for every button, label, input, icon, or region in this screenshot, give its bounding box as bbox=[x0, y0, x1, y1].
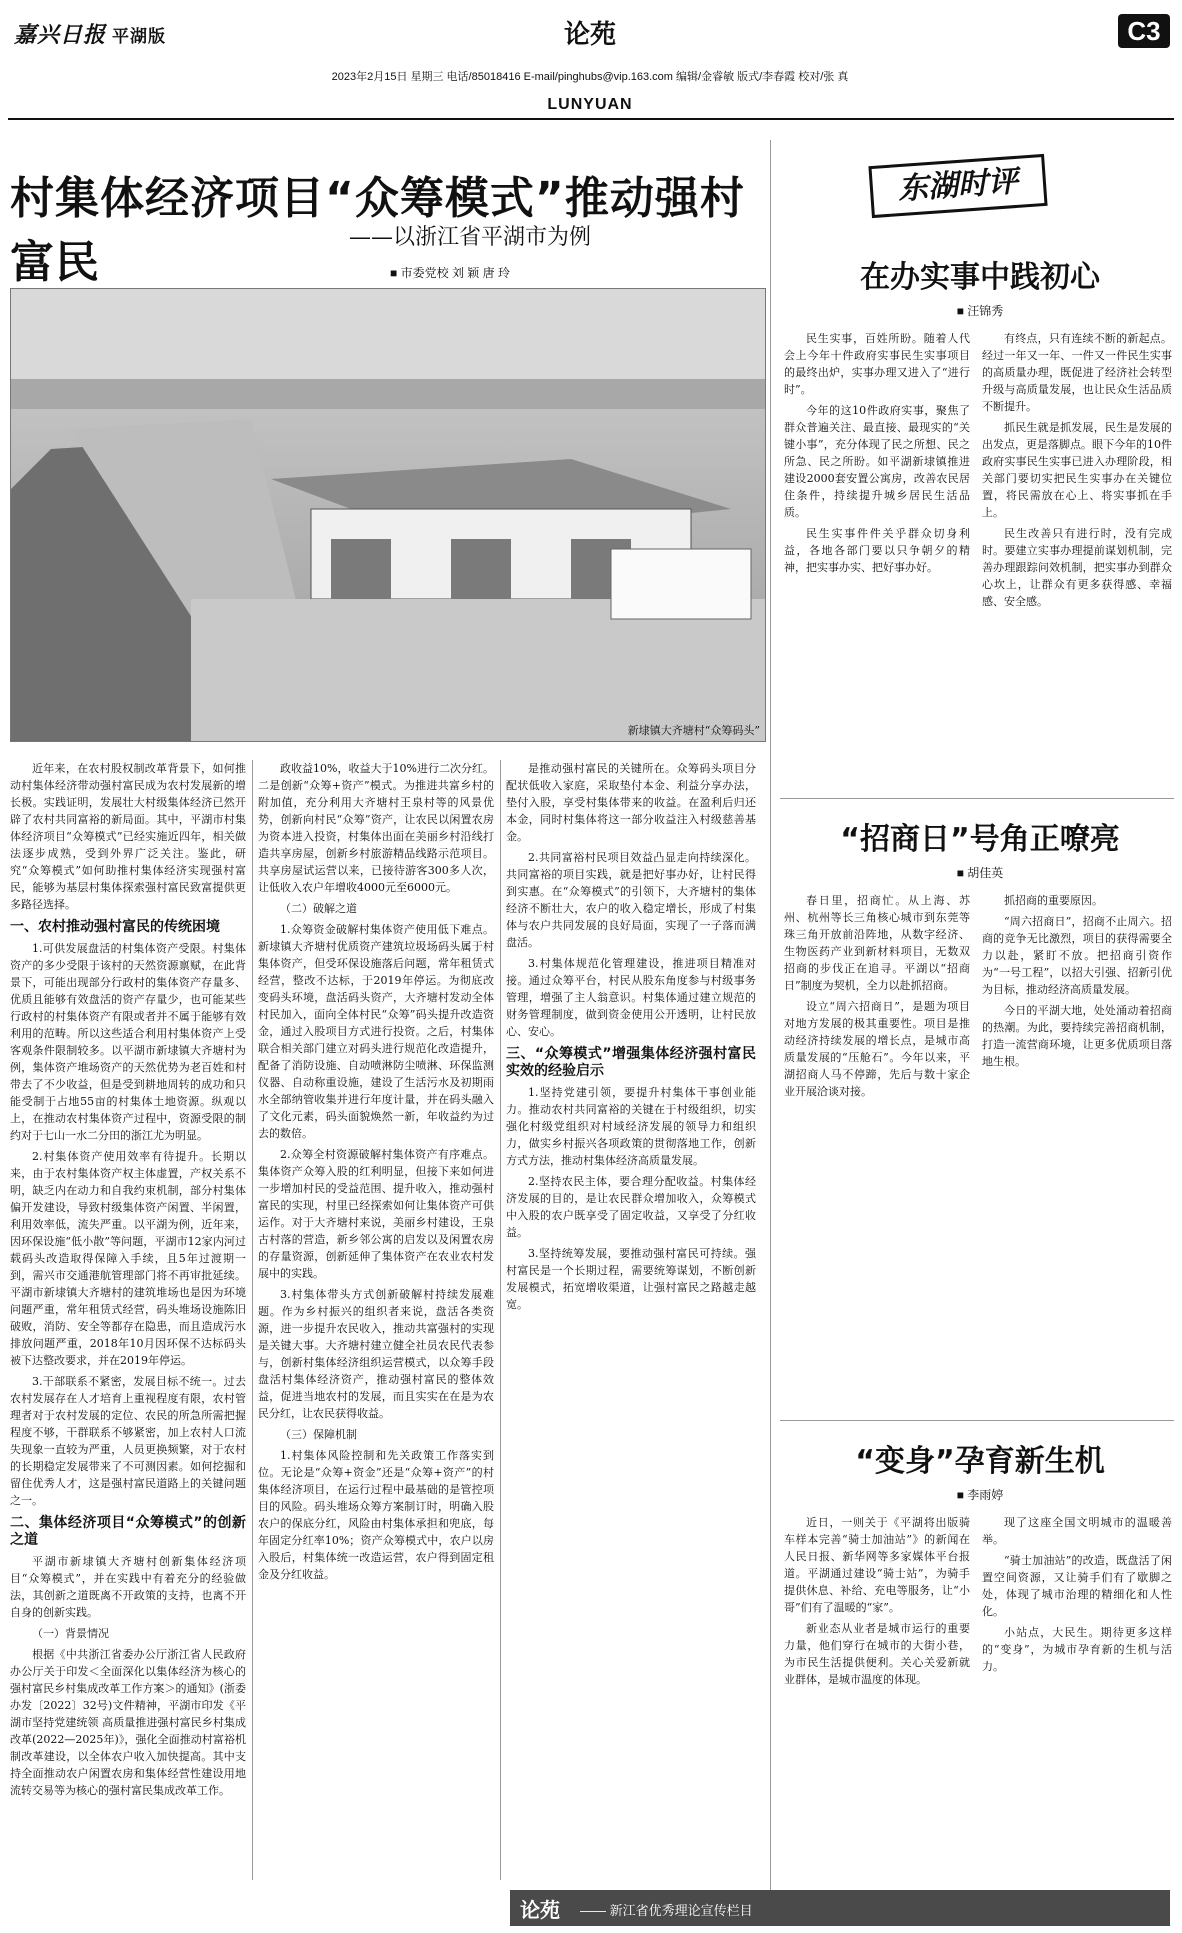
paragraph: “周六招商日”，招商不止周六。招商的竞争无比激烈，项目的获得需要全力以赴，紧盯不放。把招商引资作为“一号工程”，以招大引强、招新引优为目标，推动经济高质量发展。 bbox=[982, 915, 1172, 996]
commentary-1-column-left bbox=[784, 330, 970, 790]
paragraph: 政收益10%，收益大于10%进行二次分红。二是创新“众筹+资产”模式。为推进共富乡村的附加值，充分利用大齐塘村王泉村等的风景优势，创新向村民“众筹”资产，让农民以闲置农房为资本进入投资，村集体出面在美丽乡村沿线打造共享房屋，创新乡村旅游精品线路示范项目。共享房屋试运营以来，已接待游客300多人次，让低收入农户年增收4000元至6000元。 bbox=[258, 762, 494, 894]
page-number: C3 bbox=[1118, 14, 1170, 48]
paragraph: 民生改善只有进行时，没有完成时。要建立实事办理提前谋划机制，完善办理跟踪问效机制，把实事办到群众心坎上，让群众有更多获得感、幸福感、安全感。 bbox=[982, 527, 1172, 608]
footer-banner bbox=[510, 1890, 1170, 1926]
paragraph: 抓招商的重要原因。 bbox=[1004, 894, 1103, 907]
commentary-2-column-right bbox=[982, 892, 1172, 1412]
paragraph: 设立“周六招商日”，是题为项目对地方发展的极其重要性。项目是推动经济持续发展的增长点，是城市高质量发展的“压舱石”。今年以来，平湖招商人马不停蹄，先后与数十家企业开展洽谈对接。 bbox=[784, 1000, 970, 1098]
paragraph: 2.众筹全村资源破解村集体资产有序难点。集体资产众筹入股的红利明显，但接下来如何进一步增加村民的受益范围、提升收入，推动强村富民的实现，村里已经探索如何让集体资产可供运作。对于大齐塘村来说，美丽乡村建设，王泉古村落的营造，新乡邻公寓的启发以及闲置农房的存量资源，创新延伸了集体资产在农业农村发展中的实践。 bbox=[258, 1148, 494, 1280]
footer-brand-text: —— 新江省优秀理论宣传栏目 bbox=[580, 1903, 753, 1918]
paragraph: 今年的这10件政府实事，聚焦了群众普遍关注、最直接、最现实的“关键小事”，充分体现了民之所想、民之所急、民之所盼。如平湖新埭镇推进建设2000套安置公寓房，改善农民居住条件，持续提升城乡居民生活品质。 bbox=[784, 404, 970, 519]
footer-brand-name: 论苑 bbox=[520, 1900, 560, 1922]
lead-article-column-2 bbox=[258, 760, 494, 1880]
paragraph: 3.坚持统筹发展，要推动强村富民可持续。强村富民是一个长期过程，需要统筹谋划，不断创新发展模式，拓宽增收渠道，让强村富民之路越走越宽。 bbox=[506, 1247, 756, 1311]
wharf-photo-illustration bbox=[11, 289, 765, 741]
paragraph: 根据《中共浙江省委办公厅浙江省人民政府办公厅关于印发＜全面深化以集体经济为核心的强村富民乡村集成改革工作方案＞的通知》(浙委办发〔2022〕32号)文件精神，平湖市印发《平湖市坚持党建统领 高质量推进强村富民乡村集成改革(2022—2025年)》，强化全面推动村富裕机制改革建设，以全体农户收入加快提高。其中支持全面推动农户闲置农房和集体经营性建设用地流转交易等为核心的强村富民集成改革工作。 bbox=[10, 1648, 246, 1797]
commentary-3-column-right bbox=[982, 1514, 1172, 1884]
section-pinyin: LUNYUAN bbox=[547, 96, 633, 113]
paragraph: 新业态从业者是城市运行的重要力量，他们穿行在城市的大街小巷，为市民生活提供便利。关心关爱新就业群体，是城市温度的体现。 bbox=[784, 1622, 970, 1686]
paragraph: 近日，一则关于《平湖将出版骑车样本完善“骑士加油站”》的新闻在人民日报、新华网等多家媒体平台报道。平湖通过建设“骑士站”，为骑手提供休息、补给、充电等服务，让“小哥”们有了温暖的“家”。 bbox=[784, 1516, 970, 1614]
paragraph: 是推动强村富民的关键所在。众筹码头项目分配状低收入家庭，采取垫付本金、利益分享办法，垫付入股，享受村集体带来的收益。在盈利后归还本金，同时村集体将这一部分收益注入村级慈善基金。 bbox=[506, 762, 756, 843]
lead-article-subtitle: ——以浙江省平湖市为例 bbox=[348, 225, 591, 250]
paragraph: 现了这座全国文明城市的温暖善举。 bbox=[982, 1516, 1172, 1546]
paragraph: 1.坚持党建引领，要提升村集体干事创业能力。推动农村共同富裕的关键在于村级组织，切实强化村级党组织对村域经济发展的领导力和组织力，做实乡村振兴各项政策的贯彻落地工作，创新方式方法，推动村集体经济高质量发展。 bbox=[506, 1086, 756, 1167]
paragraph: 抓民生就是抓发展，民生是发展的出发点，更是落脚点。眼下今年的10件政府实事民生实事已进入办理阶段，相关部门要切实把民生实事办在关键位置，将民需放在心上、将实事抓在手上。 bbox=[982, 421, 1172, 519]
paragraph: 小站点，大民生。期待更多这样的“变身”，为城市孕育新的生机与活力。 bbox=[982, 1626, 1172, 1673]
commentary-2-column-left bbox=[784, 892, 970, 1412]
paragraph: 近年来，在农村股权制改革背景下，如何推动村集体经济带动强村富民成为农村发展新的增长极。实践证明，发展壮大村级集体经济已然开辟了农村共同富裕的新局面。其中，平湖市村集体经济项目“众筹模式”已经实施近四年，相关做法逐步成熟，受到外界广泛关注。鉴此，研究“众筹模式”如何助推村集体经济实现强村富民，能够为基层村集体探索强村富民致富提供更多路径选择。 bbox=[10, 762, 246, 911]
section-heading: 一、农村推动强村富民的传统困境 bbox=[10, 919, 220, 935]
paragraph: 有终点，只有连续不断的新起点。经过一年又一年、一件又一件民生实事的高质量办理，既促进了经济社会转型升级与高质量发展，也让民众生活品质不断提升。 bbox=[982, 332, 1172, 413]
paragraph: （二）破解之道 bbox=[280, 902, 357, 915]
photo-caption: 新埭镇大齐塘村“众筹码头” bbox=[627, 724, 760, 737]
commentary-2-author: ■ 胡佳英 bbox=[956, 866, 1004, 880]
section-heading: 二、集体经济项目“众筹模式”的创新之道 bbox=[10, 1515, 246, 1548]
commentary-divider bbox=[780, 1420, 1174, 1421]
wharf-photo bbox=[10, 288, 766, 742]
paragraph: 平湖市新埭镇大齐塘村创新集体经济项目“众筹模式”，并在实践中有着充分的经验做法，其创新之道既离不开政策的支持，也离不开自身的创新实践。 bbox=[10, 1555, 246, 1619]
paragraph: 春日里，招商忙。从上海、苏州、杭州等长三角核心城市到东莞等珠三角开放前沿阵地，从数字经济、生物医药产业到新材料项目，无数双招商的步伐正在追寻。平湖以“招商日”制度为契机，全力以赴抓招商。 bbox=[784, 894, 970, 992]
paragraph: 今日的平湖大地，处处涌动着招商的热潮。为此，要持续完善招商机制，打造一流营商环境，让更多优质项目落地生根。 bbox=[982, 1004, 1172, 1068]
commentary-2-title: “招商日”号角正嘹亮 bbox=[840, 822, 1120, 857]
section-divider bbox=[770, 140, 771, 1920]
paragraph: 1.可供发展盘活的村集体资产受限。村集体资产的多少受限于该村的天然资源禀赋，在此背景下，可能出现部分行政村的集体资产存量多、优质且能够有效盘活的资产存量少，也可能某些行政村的村集体资产有限或者并不属于能够有效利用的范畴。所以这些适合利用村集体资产上受客观条件限制较多。以平湖市新埭镇大齐塘村为例，集体资产堆场资产的天然优势为老百姓和村带去了不少收益，但是受到耕地周转的成功和只能受制于占地55亩的村集体土地资源。纵观以上，在推动农村集体资产过程中，资源受限的制约对于七山一水二分田的浙江尤为明显。 bbox=[10, 942, 246, 1142]
column-brand-logo: 东湖时评 bbox=[868, 154, 1047, 218]
paragraph: 2.共同富裕村民项目效益凸显走向持续深化。共同富裕的项目实践，就是把好事办好，让村民得到实惠。在“众筹模式”的引领下，大齐塘村的集体经济不断壮大，农户的收入稳定增长，形成了村集体与农户共同发展的良好局面，实现了一子落而满盘活。 bbox=[506, 851, 756, 949]
lead-article-column-1 bbox=[10, 760, 246, 1880]
commentary-divider bbox=[780, 798, 1174, 799]
commentary-1-title: 在办实事中践初心 bbox=[860, 260, 1100, 295]
paragraph: 民生实事，百姓所盼。随着人代会上今年十件政府实事民生实事项目的最终出炉，实事办理又进入了“进行时”。 bbox=[784, 332, 970, 396]
paragraph: 3.村集体带头方式创新破解村持续发展难题。作为乡村振兴的组织者来说，盘活各类资源，进一步提升农民收入，推动共富强村的实现是关键大事。大齐塘村建立健全社员农民代表参与，创新村集体经济组织运营模式，以众筹手段盘活村集体经济资产，推动强村富民的整体效益，促进当地农村的发展，而且实实在在是为农民分红，让农民获得收益。 bbox=[258, 1288, 494, 1420]
section-heading: 三、“众筹模式”增强集体经济强村富民实效的经验启示 bbox=[506, 1046, 756, 1079]
commentary-3-title: “变身”孕育新生机 bbox=[855, 1444, 1105, 1479]
lead-article-column-3 bbox=[506, 760, 756, 1880]
dateline: 2023年2月15日 星期三 电话/85018416 E-mail/pinghubs@vip.163.com 编辑/金睿敏 版式/李春霞 校对/张 真 bbox=[331, 71, 849, 83]
paragraph: 1.村集体风险控制和先关政策工作落实到位。无论是“众筹+资金”还是“众筹+资产”的村集体经济项目，在运行过程中最基础的是管控项目的风险。码头堆场众筹方案制订时，明确入股农户的保底分红，风险由村集体承担和兜底，每年固定分红率10%；资产众筹模式中，农户以房入股后，村集体统一改造运营，农户得到固定租金及分红收益。 bbox=[258, 1449, 494, 1581]
lead-article-byline: ■ 市委党校 刘 颖 唐 玲 bbox=[390, 266, 510, 280]
commentary-3-column-left bbox=[784, 1514, 970, 1884]
paragraph: 2.村集体资产使用效率有待提升。长期以来，由于农村集体资产权主体虚置，产权关系不明，缺乏内在动力和自我约束机制，部分村集体偏开发建设，导致村级集体资产闲置、半闲置，利用效率低，流失严重。以平湖为例，近年来，因环保设施“低小散”等问题，平湖市12家内河过载码头改造取得保障入手续，且5年过渡期一到，需兴市交通港航管理部门将不再审批延续。平湖市新埭镇大齐塘村的建筑堆场也是因为环境问题严重，常年租赁式经营，码头堆场设施陈旧破败，消防、安全等都存在隐患，而且造成污水排放问题严重，2018年10月因环保不达标码头被下达整改要求，并在2019年停运。 bbox=[10, 1150, 246, 1367]
paragraph: （一）背景情况 bbox=[32, 1627, 109, 1640]
paragraph: 民生实事件件关乎群众切身利益，各地各部门要以只争朝夕的精神，把实事办实、把好事办好。 bbox=[784, 527, 970, 574]
column-divider bbox=[500, 760, 501, 1880]
newspaper-name: 嘉兴日报 平湖版 bbox=[14, 22, 167, 48]
paragraph: 1.众筹资金破解村集体资产使用低下难点。新埭镇大齐塘村优质资产建筑垃圾场码头属于村集体资产，但受环保设施落后问题，常年租赁式经营，整改不达标，于2019年停运。为彻底改变码头环境，盘活码头资产，大齐塘村发动全体村民加入，面向全体村民“众筹”码头提升改造资金，通过入股项目方式进行投资。之后，村集体联合相关部门建立对码头进行规范化改造提升，配备了消防设施、自动喷淋防尘喷淋、环保监测仪器、自动称重设施，建设了生活污水及初期雨水全部纳管收集并进行年度计量，并在码头融入了文化元素，码头面貌焕然一新，年收益约为过去的数倍。 bbox=[258, 923, 494, 1140]
paragraph: 2.坚持农民主体，要合理分配收益。村集体经济发展的目的，是让农民群众增加收入，众筹模式中入股的农户既享受了固定收益，又享受了分红收益。 bbox=[506, 1175, 756, 1239]
commentary-1-author: ■ 汪锦秀 bbox=[956, 304, 1004, 318]
masthead-rule bbox=[8, 118, 1174, 120]
section-logo: 论苑 bbox=[563, 20, 616, 50]
commentary-3-author: ■ 李雨婷 bbox=[956, 1488, 1004, 1502]
column-divider bbox=[252, 760, 253, 1880]
lead-article-title: 村集体经济项目“众筹模式”推动强村富民 bbox=[10, 173, 745, 288]
paragraph: 3.干部联系不紧密，发展目标不统一。过去农村发展存在人才培育上重视程度有限，农村管理者对于农村发展的定位、农民的所急所需把握程度不够，干群联系不够紧密，加上农村人口流失现象一直较为严重，人员更换频繁，对于农村的长期稳定发展带来了不可测因素。如何挖掘和留住优秀人才，这是强村富民道路上的关键问题之一。 bbox=[10, 1375, 246, 1507]
paragraph: “骑士加油站”的改造，既盘活了闲置空间资源，又让骑手们有了歇脚之处，体现了城市治理的精细化和人性化。 bbox=[982, 1554, 1172, 1618]
paragraph: 3.村集体规范化管理建设，推进项目精准对接。通过众筹平台，村民从股东角度参与村级事务管理，增强了主人翁意识。村集体通过建立规范的财务管理制度，做到资金使用公开透明，让村民放心、安心。 bbox=[506, 957, 756, 1038]
paragraph: （三）保障机制 bbox=[280, 1428, 357, 1441]
commentary-1-column-right bbox=[982, 330, 1172, 790]
